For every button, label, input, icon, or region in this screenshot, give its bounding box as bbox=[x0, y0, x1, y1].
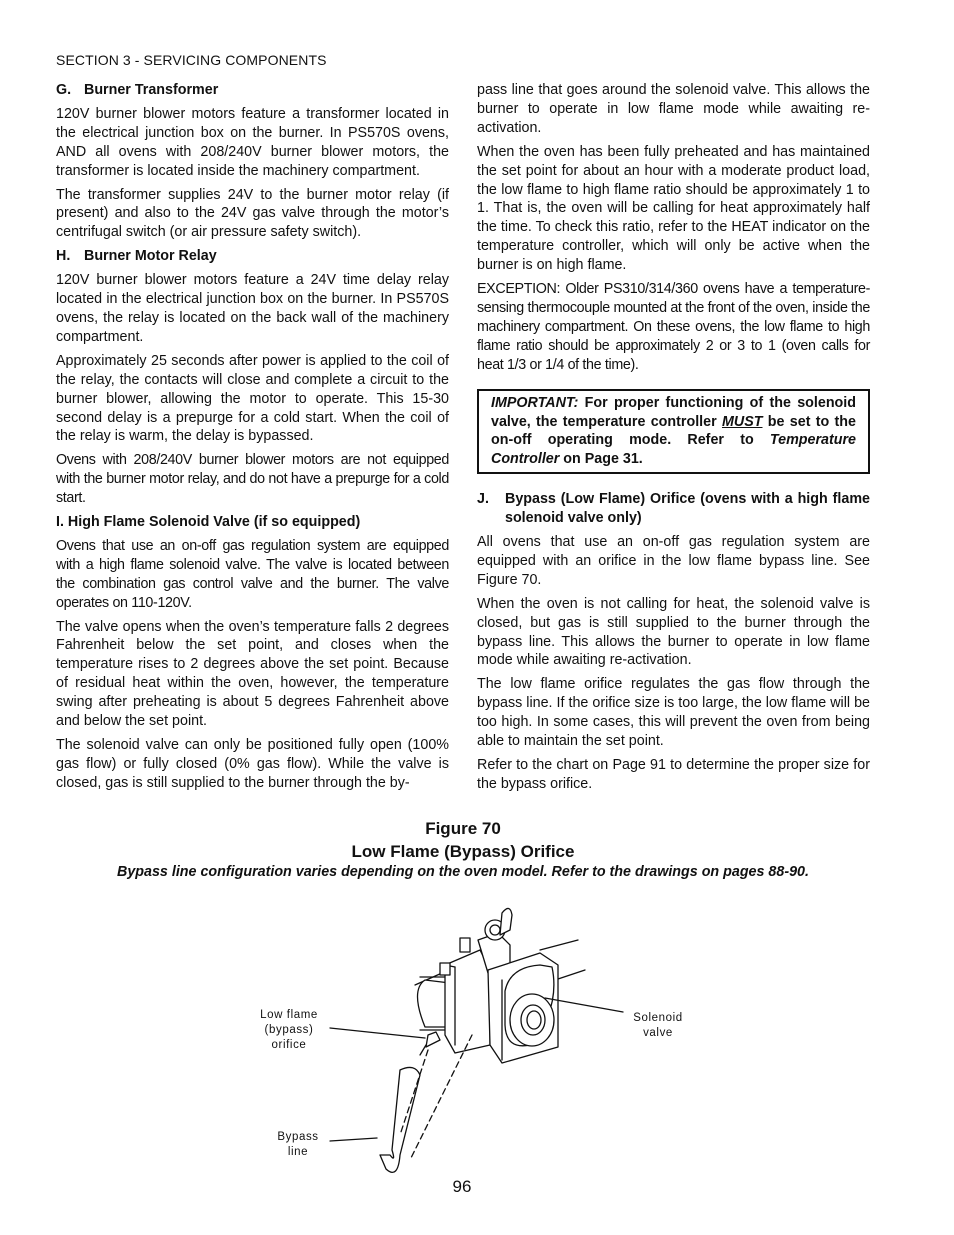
heading-burner-motor-relay bbox=[56, 247, 449, 266]
paragraph: All ovens that use an on-off gas regulation system are equipped with an orifice in the low flame bypass line. See Figure 70. bbox=[477, 534, 870, 588]
important-text: For proper functioning of the solenoid valve, the temperature controller bbox=[491, 394, 856, 430]
paragraph: EXCEPTION: Older PS310/314/360 ovens have a temperature-sensing thermocouple mounted at the front of the oven, inside the machinery compartment. On these ovens, the low flame to high flame ratio should be approximately 2 or 3 to 1 (oven calls for heat 1/3 or 1/4 of the time). bbox=[477, 281, 870, 373]
heading-title: Burner Motor Relay bbox=[84, 248, 217, 265]
label-line: line bbox=[287, 1146, 309, 1158]
section-header: SECTION 3 - SERVICING COMPONENTS bbox=[56, 52, 327, 68]
heading-burner-transformer bbox=[56, 81, 449, 100]
screw bbox=[460, 938, 470, 952]
label-line: Solenoid bbox=[633, 1012, 683, 1024]
label-orifice bbox=[254, 1008, 324, 1053]
paragraph: Ovens with 208/240V burner blower motors are not equipped with the burner motor relay, and do not have a prepurge for a cold start. bbox=[56, 452, 449, 507]
label-bypass bbox=[270, 1130, 326, 1160]
orifice-fitting bbox=[426, 1032, 440, 1047]
paragraph: The valve opens when the oven’s temperature falls 2 degrees Fahrenheit below the set point, and closes when the temperature rises to 2 degrees above the set point. Because of residual heat within the oven, however, the temperature swing after preheating is about 5 degrees Fahrenheit above and below the set point. bbox=[56, 618, 449, 730]
label-line: (bypass) bbox=[264, 1024, 314, 1036]
paragraph: When the oven has been fully preheated and has maintained the set point for about an hour with a moderate product load, the low flame to high flame ratio should be approximately 1 to 1. That is, the oven will be calling for heat approximately half the time. To check this ratio, refer to the HEAT indicator on the temperature controller, which will only be active when the burner is on high flame. bbox=[477, 143, 870, 274]
paragraph: The transformer supplies 24V to the burner motor relay (if present) and also to the 24V gas valve through the motor’s centrifugal switch (or air pressure safety switch). bbox=[56, 186, 449, 241]
paragraph: Approximately 25 seconds after power is applied to the coil of the relay, the contacts will close and complete a circuit to the burner blower, allowing the motor to operate. This 15-30 second delay is a prepurge for a cold start. When the coil of the relay is warm, the delay is bypassed. bbox=[56, 352, 449, 445]
pipe-line bbox=[540, 940, 578, 950]
page-number: 96 bbox=[452, 1177, 472, 1196]
figure-number: Figure 70 bbox=[425, 819, 501, 838]
bypass-hose bbox=[380, 1067, 420, 1172]
paragraph: 120V burner blower motors feature a 24V time delay relay located in the electrical junction box on the burner. In PS570S ovens, the relay is located on the back wall of the machinery compartment. bbox=[56, 272, 449, 345]
heading-label: J. bbox=[477, 491, 489, 508]
paragraph: Ovens that use an on-off gas regulation system are equipped with a high flame solenoid valve. The valve is located between the combination gas control valve and the burner. The valve operates on 110-120V. bbox=[56, 537, 449, 611]
paragraph: 120V burner blower motors feature a transformer located in the electrical junction box on the burner. In PS570S ovens, AND all ovens with 208/240V burner blower motors, the transformer is located inside the machinery compartment. bbox=[56, 105, 449, 179]
heading-high-flame-solenoid: I. High Flame Solenoid Valve (if so equipped) bbox=[56, 514, 361, 531]
leader-line-bypass bbox=[330, 1138, 377, 1141]
label-line: valve bbox=[643, 1027, 673, 1039]
important-note-box bbox=[477, 389, 870, 475]
paragraph: The low flame orifice regulates the gas flow through the bypass line. If the orifice size is too large, the low flame will be too high. In some cases, this will prevent the oven from being able to maintain the set point. bbox=[477, 676, 870, 750]
elbow-fitting bbox=[500, 908, 512, 935]
label-line: Bypass bbox=[277, 1131, 319, 1143]
important-must: MUST bbox=[721, 413, 763, 430]
valve-body-left bbox=[445, 950, 490, 1053]
heading-label: H. bbox=[56, 248, 71, 265]
important-text: be set to the on-off operating mode. Refer to bbox=[491, 413, 856, 449]
heading-bypass-orifice bbox=[477, 490, 870, 528]
left-column bbox=[56, 81, 449, 798]
important-reference: Temperature Controller bbox=[491, 432, 856, 468]
label-solenoid bbox=[627, 1011, 689, 1041]
figure-title: Low Flame (Bypass) Orifice bbox=[351, 842, 575, 861]
figure-caption: Bypass line configuration varies depending on the oven model. Refer to the drawings on pages 88-90. bbox=[117, 864, 809, 880]
important-label: IMPORTANT: bbox=[491, 394, 579, 411]
heading-title: Burner Transformer bbox=[84, 82, 219, 98]
paragraph: When the oven is not calling for heat, the solenoid valve is closed, but gas is still supplied to the burner through the bypass line. This allows the burner to operate in low flame mode while awaiting re-activation. bbox=[477, 595, 870, 669]
right-column bbox=[477, 81, 870, 799]
dashed-guide bbox=[410, 1035, 472, 1160]
paragraph: Refer to the chart on Page 91 to determine the proper size for the bypass orifice. bbox=[477, 757, 870, 792]
label-line: orifice bbox=[271, 1039, 307, 1051]
important-text: on Page 31. bbox=[559, 451, 643, 468]
paragraph: pass line that goes around the solenoid valve. This allows the burner to operate in low flame mode while awaiting re-activation. bbox=[477, 82, 870, 136]
leader-line-orifice bbox=[330, 1028, 425, 1038]
heading-label: G. bbox=[56, 82, 72, 98]
heading-title: Bypass (Low Flame) Orifice (ovens with a high flame solenoid valve only) bbox=[505, 491, 870, 527]
paragraph: The solenoid valve can only be positioned fully open (100% gas flow) or fully closed (0% gas flow). While the valve is closed, gas is still supplied to the burner through the by- bbox=[56, 737, 449, 791]
screw bbox=[440, 963, 450, 975]
label-line: Low flame bbox=[260, 1009, 318, 1021]
